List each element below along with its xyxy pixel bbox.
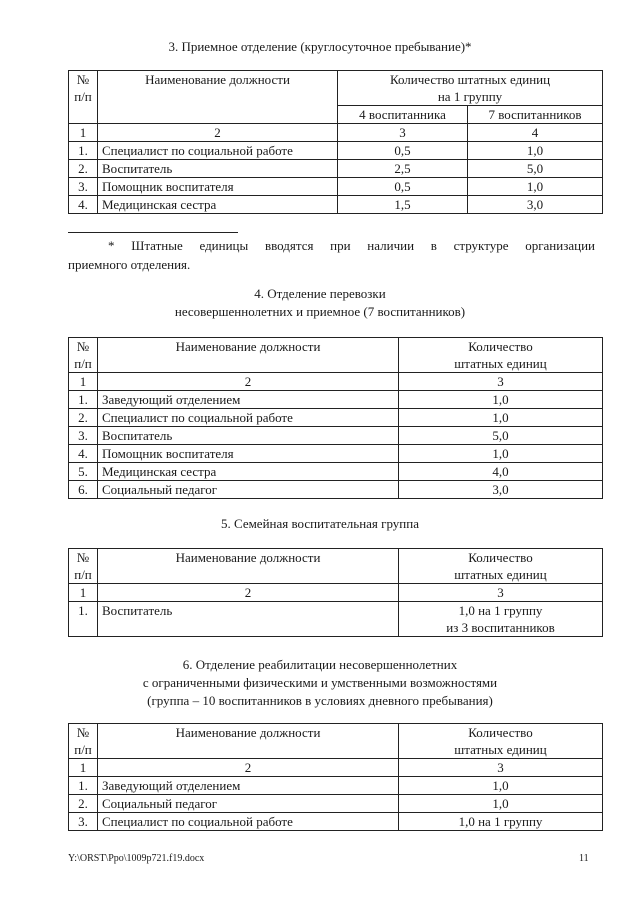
table-row: 2. Воспитатель 2,5 5,0 <box>69 160 603 178</box>
table-row: 4. Помощник воспитателя 1,0 <box>69 445 603 463</box>
section4-title: 4. Отделение перевозки несовершеннолетних и приемное (7 воспитанников) <box>174 286 466 319</box>
position-header: Наименование должности <box>98 71 338 124</box>
quantity-header: Количество штатных единиц <box>399 724 603 759</box>
table-row: 3. Воспитатель 5,0 <box>69 427 603 445</box>
num-header: № п/п <box>69 71 98 124</box>
footnote-divider <box>68 232 238 233</box>
index-row: 1 2 3 4 <box>69 124 603 142</box>
table-row: 5. Медицинская сестра 4,0 <box>69 463 603 481</box>
section5-table <box>68 548 603 637</box>
table-row: 6. Социальный педагог 3,0 <box>69 481 603 499</box>
index-row: 1 2 3 <box>69 584 603 602</box>
quantity-header: Количество штатных единиц <box>399 338 603 373</box>
num-header: № п/п <box>69 549 98 584</box>
quantity-header: Количество штатных единиц <box>399 549 603 584</box>
table-row: 4. Медицинская сестра 1,5 3,0 <box>69 196 603 214</box>
table-row: 1. Воспитатель 1,0 на 1 группу из 3 воспитанников <box>69 602 603 637</box>
sub-header-4: 4 воспитанника <box>338 106 468 124</box>
index-row: 1 2 3 <box>69 373 603 391</box>
position-header: Наименование должности <box>98 724 399 759</box>
section3-title: 3. Приемное отделение (круглосуточное пребывание)* <box>168 39 472 54</box>
index-row: 1 2 3 <box>69 759 603 777</box>
section6-table <box>68 723 603 831</box>
table-row: 1. Специалист по социальной работе 0,5 1,0 <box>69 142 603 160</box>
footnote: * Штатные единицы вводятся при наличии в структуре организации приемного отделения. <box>68 238 595 272</box>
table-row: 3. Специалист по социальной работе 1,0 на 1 группу <box>69 813 603 831</box>
table-row: 3. Помощник воспитателя 0,5 1,0 <box>69 178 603 196</box>
position-header: Наименование должности <box>98 338 399 373</box>
section4-table <box>68 337 603 499</box>
sub-header-7: 7 воспитанников <box>468 106 603 124</box>
section5-title: 5. Семейная воспитательная группа <box>220 516 419 531</box>
position-header: Наименование должности <box>98 549 399 584</box>
table-row: 1. Заведующий отделением 1,0 <box>69 391 603 409</box>
table-row: 2. Социальный педагог 1,0 <box>69 795 603 813</box>
section3-table <box>68 70 603 214</box>
footer-file-path: Y:\ORST\Ppo\1009p721.f19.docx <box>68 853 205 864</box>
num-header: № п/п <box>69 338 98 373</box>
num-header: № п/п <box>69 724 98 759</box>
section6-title: 6. Отделение реабилитации несовершеннолетних с ограниченными физическими и умственными возможностями (группа – 10 воспитанников в условиях дневного пребывания) <box>142 657 498 708</box>
table-row: 2. Специалист по социальной работе 1,0 <box>69 409 603 427</box>
table-row: 1. Заведующий отделением 1,0 <box>69 777 603 795</box>
page-number: 11 <box>579 853 589 864</box>
quantity-header: Количество штатных единиц на 1 группу <box>338 71 603 106</box>
